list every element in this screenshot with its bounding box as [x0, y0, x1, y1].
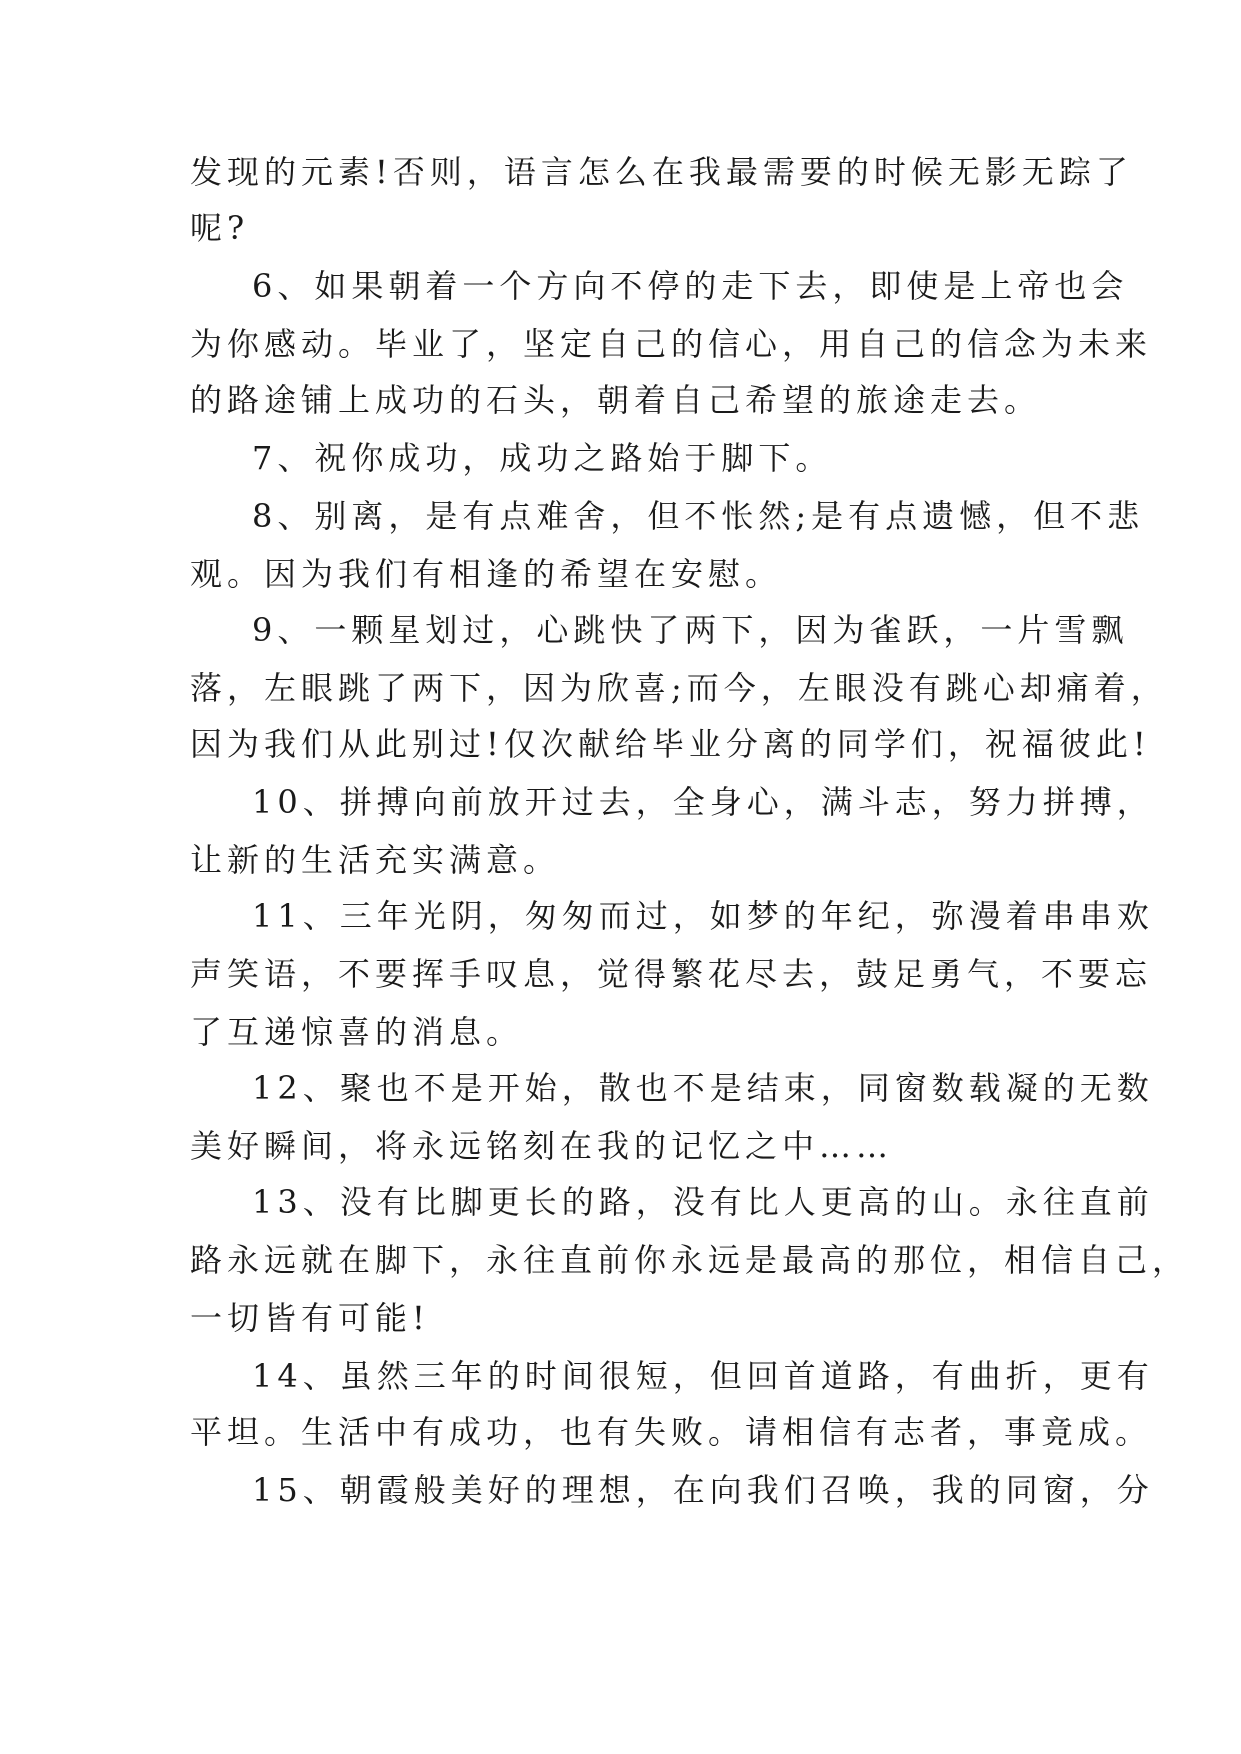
text-line: 15、朝霞般美好的理想，在向我们召唤，我的同窗，分	[252, 1471, 1154, 1509]
text-line: 平坦。生活中有成功，也有失败。请相信有志者，事竟成。	[190, 1413, 1153, 1451]
text-line: 7、祝你成功，成功之路始于脚下。	[252, 439, 833, 477]
text-line: 声笑语，不要挥手叹息，觉得繁花尽去，鼓足勇气，不要忘	[190, 955, 1153, 993]
text-line: 了互递惊喜的消息。	[190, 1013, 524, 1051]
text-line: 13、没有比脚更长的路，没有比人更高的山。永往直前	[252, 1183, 1154, 1221]
text-line: 8、别离，是有点难舍，但不怅然;是有点遗憾，但不悲	[252, 497, 1145, 535]
text-line: 呢?	[190, 209, 250, 247]
text-line: 发现的元素!否则，语言怎么在我最需要的时候无影无踪了	[190, 153, 1133, 191]
text-line: 11、三年光阴，匆匆而过，如梦的年纪，弥漫着串串欢	[252, 897, 1154, 935]
text-line: 12、聚也不是开始，散也不是结束，同窗数载凝的无数	[252, 1069, 1154, 1107]
text-line: 路永远就在脚下，永往直前你永远是最高的那位，相信自己，	[190, 1241, 1190, 1279]
text-line: 9、一颗星划过，心跳快了两下，因为雀跃，一片雪飘	[252, 611, 1129, 649]
text-line: 为你感动。毕业了，坚定自己的信心，用自己的信念为未来	[190, 325, 1153, 363]
text-line: 的路途铺上成功的石头，朝着自己希望的旅途走去。	[190, 381, 1042, 419]
text-line: 14、虽然三年的时间很短，但回首道路，有曲折，更有	[252, 1357, 1154, 1395]
text-line: 10、拼搏向前放开过去，全身心，满斗志，努力拼搏，	[252, 783, 1154, 821]
text-line: 落，左眼跳了两下，因为欣喜;而今，左眼没有跳心却痛着，	[190, 669, 1168, 707]
text-line: 美好瞬间，将永远铭刻在我的记忆之中……	[190, 1127, 894, 1165]
text-line: 6、如果朝着一个方向不停的走下去，即使是上帝也会	[252, 267, 1129, 305]
text-line: 让新的生活充实满意。	[190, 841, 561, 879]
text-line: 观。因为我们有相逢的希望在安慰。	[190, 555, 783, 593]
text-line: 一切皆有可能!	[190, 1299, 430, 1337]
text-line: 因为我们从此别过!仅次献给毕业分离的同学们，祝福彼此!	[190, 725, 1151, 763]
